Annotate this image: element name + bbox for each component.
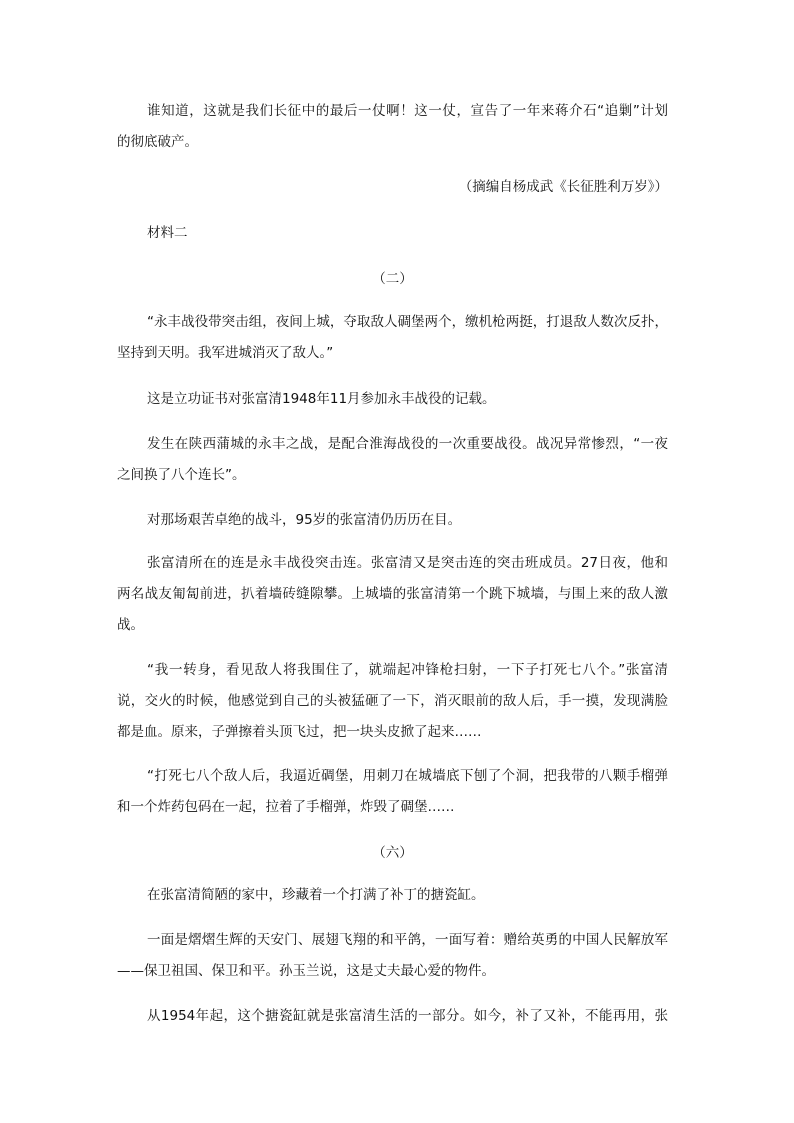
- paragraph-6: [117, 548, 668, 641]
- paragraph-8: [117, 761, 668, 823]
- text-line: 这是立功证书对张富清1948年11月参加永丰战役的记载。: [147, 391, 496, 407]
- paragraph-1: [117, 96, 668, 158]
- text-line: 谁知道，这就是我们长征中的最后一仗啊！这一仗，宣告了一年来蒋介石“追剿”计划: [147, 103, 668, 119]
- text-line: 坚持到天明。我军进城消灭了敌人。”: [117, 345, 334, 361]
- paragraph-2: [117, 307, 668, 369]
- section-heading-6: （六）: [372, 845, 413, 861]
- section-heading-2: （二）: [372, 271, 413, 287]
- text-line: 在张富清简陋的家中，珍藏着一个打满了补丁的搪瓷缸。: [147, 887, 485, 903]
- text-line: 和一个炸药包码在一起，拉着了手榴弹，炸毁了碉堡……: [117, 799, 455, 815]
- text-line: “永丰战役带突击组，夜间上城，夺取敌人碉堡两个，缴机枪两挺，打退敌人数次反扑，: [147, 314, 668, 330]
- text-line: “我一转身，看见敌人将我围住了，就端起冲锋枪扫射，一下子打死七八个。”张富清: [147, 662, 668, 678]
- text-line: 战。: [117, 617, 144, 633]
- text-line: 说，交火的时候，他感觉到自己的头被猛砸了一下，消灭眼前的敌人后，手一摸，发现满脸: [117, 693, 668, 709]
- text-line: 材料二: [147, 225, 188, 241]
- text-line: 的彻底破产。: [117, 134, 198, 150]
- text-line: 一面是熠熠生辉的天安门、展翅飞翔的和平鸽，一面写着：赠给英勇的中国人民解放军: [147, 932, 668, 948]
- text-line: 之间换了八个连长”。: [117, 467, 246, 483]
- text-line: ——保卫祖国、保卫和平。孙玉兰说，这是丈夫最心爱的物件。: [117, 963, 495, 979]
- paragraph-4: [117, 429, 668, 491]
- paragraph-5: [117, 505, 668, 536]
- text-line: 两名战友匍匐前进，扒着墙砖缝隙攀。上城墙的张富清第一个跳下城墙，与围上来的敌人激: [117, 586, 668, 602]
- source-citation: （摘编自杨成武《长征胜利万岁》）: [458, 179, 668, 195]
- text-line: 从1954年起，这个搪瓷缸就是张富清生活的一部分。如今，补了又补，不能再用，张: [147, 1008, 668, 1024]
- paragraph-3: [117, 384, 668, 415]
- paragraph-9: [117, 880, 668, 911]
- text-line: 张富清所在的连是永丰战役突击连。张富清又是突击连的突击班成员。27日夜，他和: [147, 555, 668, 571]
- paragraph-10: [117, 925, 668, 987]
- paragraph-11: [117, 1001, 668, 1032]
- paragraph-7: [117, 655, 668, 748]
- text-line: 对那场艰苦卓绝的战斗，95岁的张富清仍历历在目。: [147, 512, 462, 528]
- text-line: 发生在陕西蒲城的永丰之战，是配合淮海战役的一次重要战役。战况异常惨烈，“一夜: [147, 436, 668, 452]
- text-line: 都是血。原来，子弹擦着头顶飞过，把一块头皮掀了起来……: [117, 724, 482, 740]
- text-line: “打死七八个敌人后，我逼近碉堡，用刺刀在城墙底下刨了个洞，把我带的八颗手榴弹: [147, 768, 668, 784]
- material-label: [117, 218, 668, 249]
